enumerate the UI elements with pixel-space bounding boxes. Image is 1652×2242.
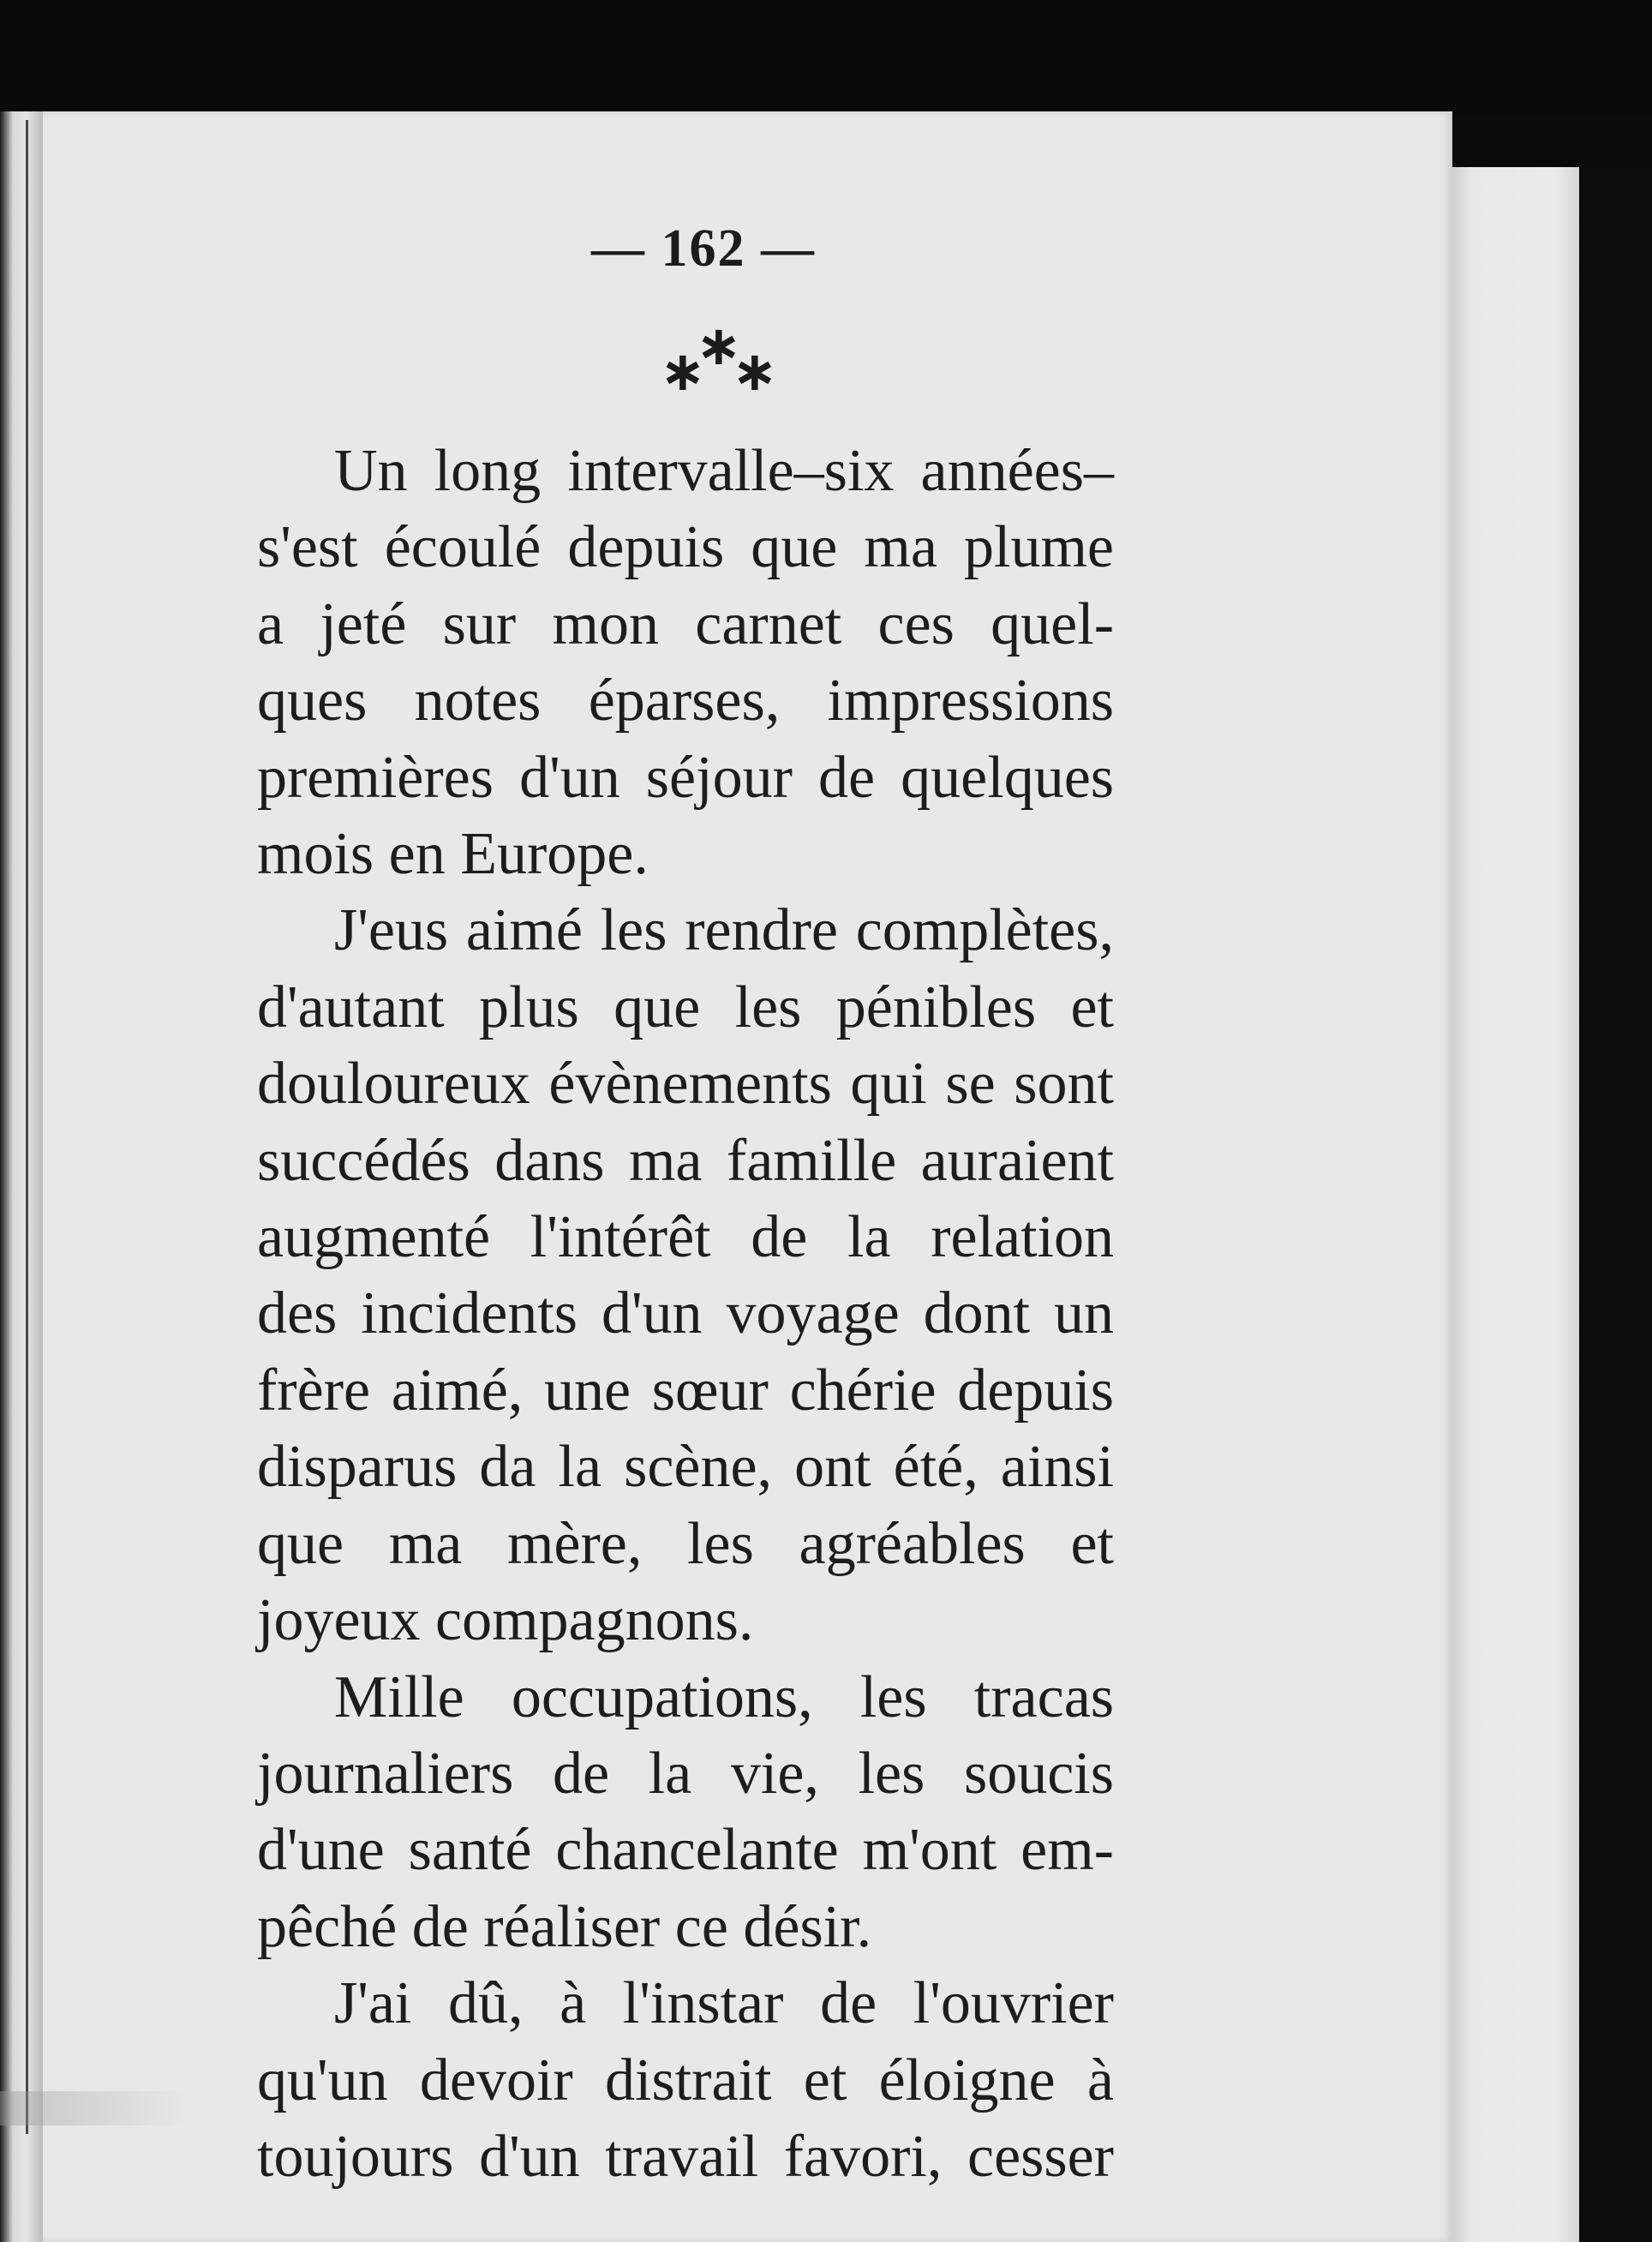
text-line: J'eus aimé les rendre complètes, bbox=[334, 897, 1114, 964]
text-line: pêché de réaliser ce désir. bbox=[257, 1893, 872, 1960]
scan-top-border bbox=[0, 0, 1652, 116]
paragraph-4 bbox=[257, 1965, 1114, 2195]
text-line: toujours d'un travail favori, cesser bbox=[257, 2123, 1114, 2190]
svg-text:∗: ∗ bbox=[660, 340, 706, 403]
paragraph-2 bbox=[257, 892, 1114, 1658]
body-text bbox=[257, 433, 1114, 2195]
text-line: J'ai dû, à l'instar de l'ouvrier bbox=[334, 1970, 1114, 2037]
text-line: Mille occupations, les tracas bbox=[334, 1664, 1114, 1730]
text-line: Un long intervalle–six années– bbox=[334, 438, 1114, 504]
svg-text:∗: ∗ bbox=[696, 317, 742, 378]
text-line: s'est écoulé depuis que ma plume bbox=[257, 514, 1114, 581]
text-line: douloureux évènements qui se sont bbox=[257, 1051, 1114, 1118]
text-line: des incidents d'un voyage dont un bbox=[257, 1280, 1114, 1347]
text-line: a jeté sur mon carnet ces quel- bbox=[257, 590, 1114, 657]
text-line: d'autant plus que les pénibles et bbox=[257, 974, 1114, 1040]
text-line: augmenté l'intérêt de la relation bbox=[257, 1204, 1114, 1271]
asterism-icon bbox=[660, 317, 780, 403]
text-line: journaliers de la vie, les soucis bbox=[257, 1740, 1114, 1807]
text-line: succédés dans ma famille auraient bbox=[257, 1127, 1114, 1194]
text-line: disparus da la scène, ont été, ainsi bbox=[257, 1434, 1114, 1501]
text-line: que ma mère, les agréables et bbox=[257, 1510, 1114, 1577]
asterism-ornament bbox=[660, 317, 780, 403]
scan-right-border bbox=[1579, 167, 1652, 2242]
svg-text:∗: ∗ bbox=[732, 340, 778, 403]
text-line: mois en Europe. bbox=[257, 821, 649, 888]
text-line: premières d'un séjour de quelques bbox=[257, 744, 1114, 811]
text-line: ques notes éparses, impressions bbox=[257, 668, 1114, 734]
text-line: frère aimé, une sœur chérie depuis bbox=[257, 1357, 1114, 1424]
scan-left-edge bbox=[0, 111, 43, 2242]
paragraph-1 bbox=[257, 433, 1114, 892]
adjacent-page-edge bbox=[1452, 167, 1579, 2242]
page-edge-line bbox=[26, 120, 28, 2134]
text-line: qu'un devoir distrait et éloigne à bbox=[257, 2047, 1114, 2113]
page-number: — 162 — bbox=[591, 219, 816, 278]
scan-smudge bbox=[0, 2091, 189, 2125]
text-line: d'une santé chancelante m'ont em- bbox=[257, 1817, 1114, 1884]
text-line: joyeux compagnons. bbox=[257, 1587, 754, 1654]
paragraph-3 bbox=[257, 1659, 1114, 1966]
